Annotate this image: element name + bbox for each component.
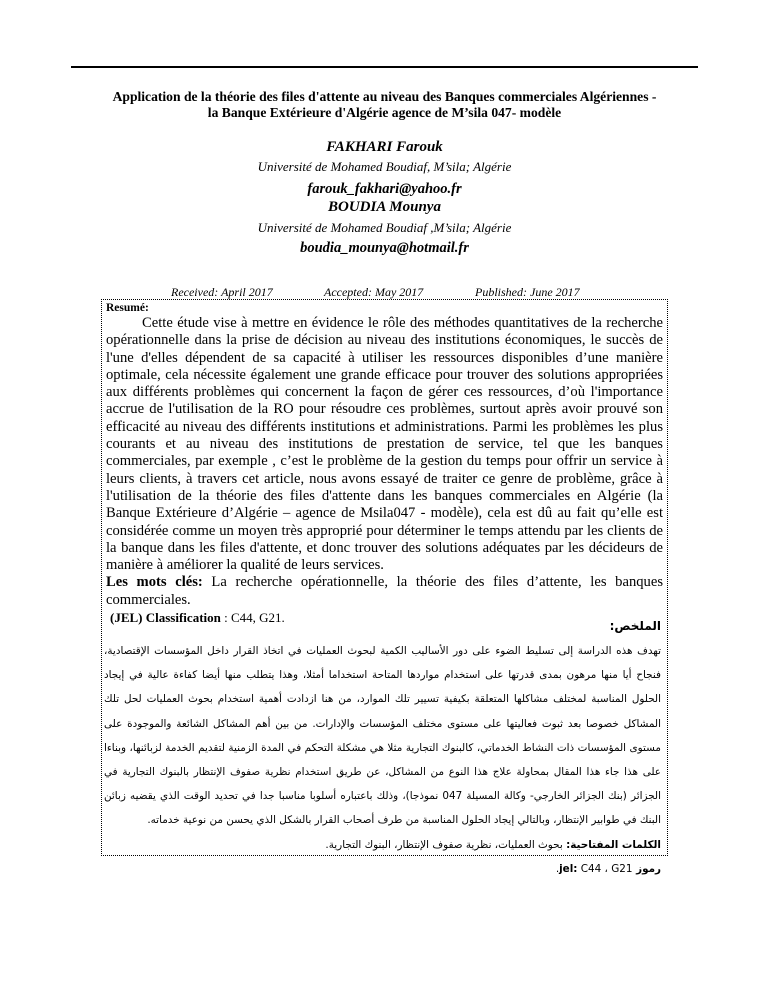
arabic-abstract xyxy=(104,618,661,881)
keywords-fr-label: Les mots clés: xyxy=(106,574,203,591)
author-1-name: FAKHARI Farouk xyxy=(326,139,443,155)
jel-ar xyxy=(104,857,661,881)
paper-title xyxy=(71,89,698,121)
date-accepted: Accepted: May 2017 xyxy=(324,285,424,299)
author-2-email[interactable]: boudia_mounya@hotmail.fr xyxy=(300,240,469,256)
paper-title-line-2: la Banque Extérieure d'Algérie agence de M’sila 047- modèle xyxy=(207,105,562,120)
paper-title-line-1: Application de la théorie des files d'attente au niveau des Banques commerciales Algériennes - xyxy=(112,89,657,104)
keywords-fr xyxy=(106,574,663,609)
jel-ar-codes: C44 ، G21. xyxy=(555,862,633,875)
arabic-abstract-label: الملخص: xyxy=(609,619,661,633)
author-1-email[interactable]: farouk_fakhari@yahoo.fr xyxy=(307,181,462,197)
resume-label: Resumé: xyxy=(106,302,149,314)
jel-ar-label: رموز jel: xyxy=(559,862,661,875)
author-2-affiliation: Université de Mohamed Boudiaf ,M’sila; Algérie xyxy=(257,220,512,235)
top-rule xyxy=(71,66,698,68)
arabic-abstract-text: تهدف هذه الدراسة إلى تسليط الضوء على دور الأساليب الكمية لبحوث العمليات في اتخاذ القرار داخل المؤسسات الإقتصادية، فنجاح أيا منها مرهون بمدى قدرتها على استخدام مواردها المتاحة استخداما أمثلا، وهذا يتطلب منها أيضا كفاءة عالية في إيجاد الحلول المناسبة لمختلف مشاكلها المتعلقة بكيفية تسيير تلك الموارد، من هنا ازدادت أهمية استخدام بحوث العمليات لحل تلك المشاكل خصوصا بعد ثبوت فعاليتها على مستوى مختلف المؤسسات والإدارات. من بين أهم المشاكل الشائعة والموجودة على مستوى المؤسسات ذات النشاط الخدماتي، كالبنوك التجارية مثلا هي مشكلة التحكم في المدة الزمنية لتقديم الخدمة لزبائنها، وبناءا على هذا جاء هذا المقال بمحاولة علاج هذا النوع من المشاكل، عن طريق استخدام نظرية صفوف الإنتظار بالبنوك التجارية في الجزائر (بنك الجزائر الخارجي- وكالة المسيلة 047 نموذجا)، وذلك باعتباره أسلوبا مناسبا جدا في تحديد الوقت الذي يقضيه زبائن البنك في طوابير الإنتظار، وبالتالي إيجاد الحلول المناسبة من طرف أصحاب القرار بالشكل الذي يحسن من نوعية خدماته. xyxy=(104,645,661,827)
jel-codes: : C44, G21. xyxy=(220,610,285,626)
french-abstract xyxy=(106,302,663,626)
author-1-affiliation: Université de Mohamed Boudiaf, M’sila; Algérie xyxy=(257,159,512,174)
keywords-fr-text: La recherche opérationnelle, la théorie des files d’attente, les banques commerciales. xyxy=(106,574,663,608)
abstract-box xyxy=(101,299,668,875)
resume-text: Cette étude vise à mettre en évidence le rôle des méthodes quantitatives de la recherche opérationnelle dans la prise de décision au niveau des institutions économiques, le succès de l'une d'elles dépendent de sa capacité à utiliser les ressources disponibles d’une manière optimale, cela nécessite également une grande efficace pour trouver des solutions appropriées aux différents problèmes qui concernent la façon de gérer ces ressources, d’où l'importance accrue de l'utilisation de la RO pour résoudre ces problèmes, surtout après avoir prouvé son efficacité au niveau des différents institutions et administrations. Parmi les problèmes les plus courants et au niveau des institutions de prestation de service, tel que les banques commerciales, par exemple , c’est le problème de la gestion du temps pour offrir un service à leurs clients, à travers cet article, nous avons essayé de traiter ce genre de problème, grâce à l'utilisation de la théorie des files d'attente dans les banques commerciales en Algérie (la Banque Extérieure d’Algérie – agence de Msila047 - modèle), cela est dû au fait qu’elle est considérée comme un moyen très approprié pour déterminer le temps attendu par les clients de la banque dans les files d'attente, et donc trouver des solutions adéquates par les décideurs de manière à améliorer la qualité de leurs services. xyxy=(106,315,663,574)
keywords-ar xyxy=(104,833,661,857)
date-received: Received: April 2017 xyxy=(171,285,273,299)
keywords-ar-text: بحوث العمليات، نظرية صفوف الإنتظار، البنوك التجارية. xyxy=(325,838,567,851)
keywords-ar-label: الكلمات المفتاحية: xyxy=(566,838,661,851)
date-published: Published: June 2017 xyxy=(475,285,580,299)
author-2-name: BOUDIA Mounya xyxy=(328,199,441,215)
jel-label: (JEL) Classification xyxy=(110,610,221,626)
